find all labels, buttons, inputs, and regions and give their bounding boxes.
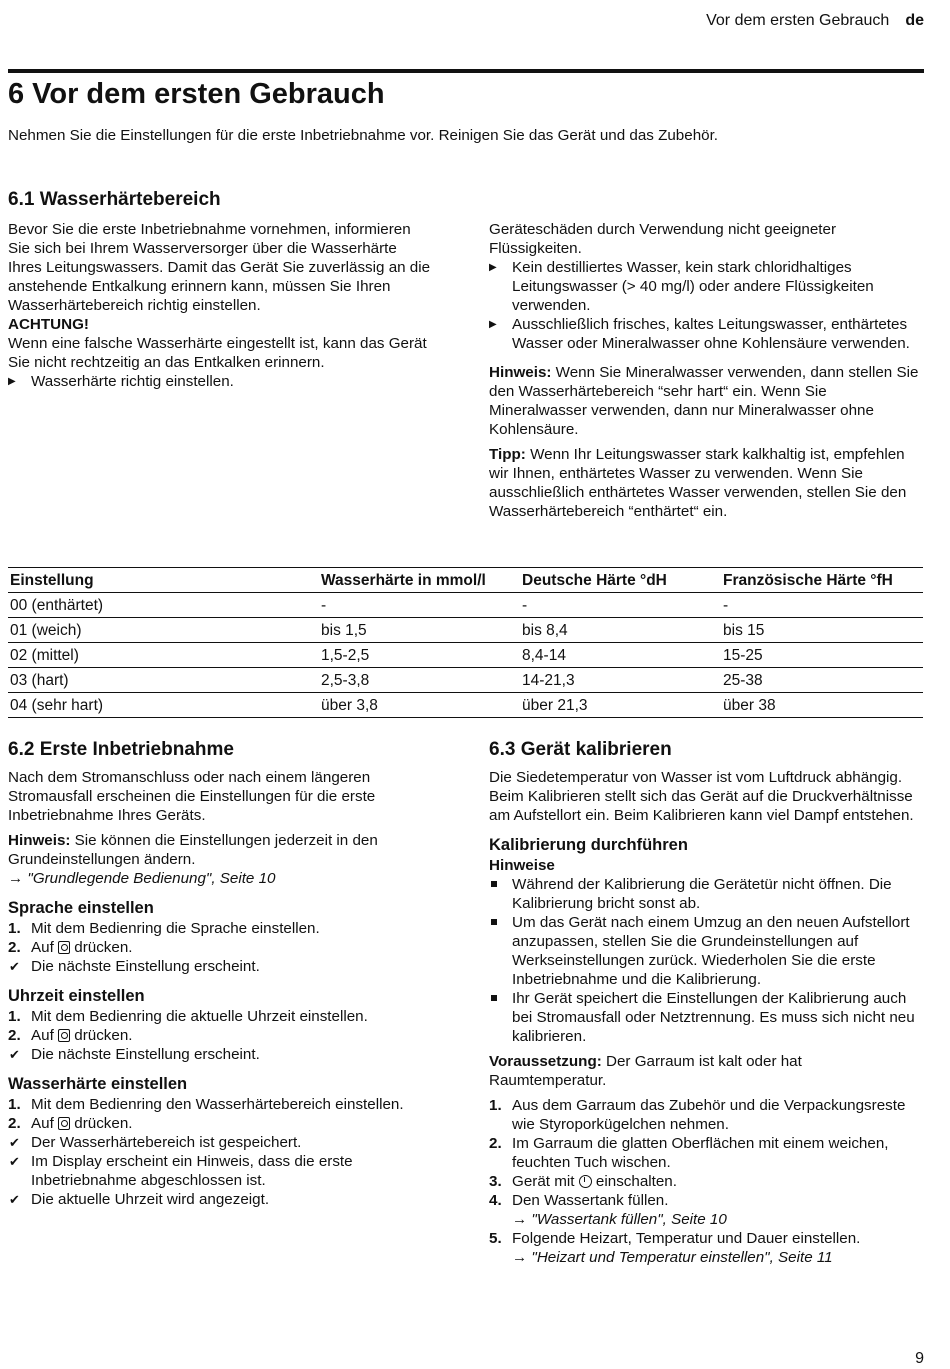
table-cell: über 21,3 [520,693,721,718]
table-header-row [8,568,923,593]
notes-label: Hinweise [489,857,555,874]
list-item: Ihr Gerät speichert die Einstellungen der Kalibrierung auch bei Stromausfall oder Netztrennung. Es muss sich nicht neu kalibrieren. [489,989,921,1046]
section-6-2 [8,738,438,1209]
hint-paragraph: Hinweis: Sie können die Einstellungen jederzeit in den Grundeinstellungen ändern. [8,832,378,868]
arrow-right-icon: → [512,1249,532,1266]
step: 5. Folgende Heizart, Temperatur und Dauer einstellen. [489,1230,861,1247]
triangle-bullet-icon: ▶ [8,376,16,387]
table-cell: über 3,8 [319,693,520,718]
result: ✔ Der Wasserhärtebereich ist gespeichert. [9,1134,302,1151]
table-row [8,693,923,718]
power-icon [579,1175,592,1188]
confirm-button-icon [58,1029,70,1042]
check-icon: ✔ [9,1154,20,1169]
step: 2. Im Garraum die glatten Oberflächen mit einem weichen, feuchten Tuch wischen. [489,1135,889,1171]
table-cell: - [721,593,923,618]
hint-paragraph: Hinweis: Wenn Sie Mineralwasser verwenden, dann stellen Sie den Wasserhärtebereich “sehr hart“ ein. Wenn Sie Mineralwasser verwenden, dann nur Mineralwasser ohne Kohlensäure. [489,364,919,438]
confirm-button-icon [58,1117,70,1130]
header-lang: de [905,12,924,29]
table-row [8,643,923,668]
result: ✔ Die nächste Einstellung erscheint. [9,958,260,975]
check-icon: ✔ [9,1135,20,1150]
cross-reference[interactable]: → "Heizart und Temperatur einstellen", Seite 11 [512,1249,833,1266]
warning-title: ACHTUNG! [8,316,89,333]
result: ✔ Im Display erscheint ein Hinweis, dass die erste Inbetriebnahme abgeschlossen ist. [9,1153,353,1189]
arrow-right-icon: → [512,1211,532,1228]
table-cell: 14-21,3 [520,668,721,693]
table-header: Einstellung [8,568,319,593]
step: 4. Den Wassertank füllen. [489,1192,669,1209]
arrow-right-icon: → [8,870,28,887]
cross-reference[interactable]: → "Grundlegende Bedienung", Seite 10 [8,870,276,887]
table-header: Französische Härte °fH [721,568,923,593]
list-item: Um das Gerät nach einem Umzug an den neuen Aufstellort anzupassen, stellen Sie die Grundeinstellungen auf Werkseinstellungen zurück. Wiederholen Sie die erste Inbetriebnahme und die Kalibrierung. [489,913,921,989]
table-cell: 25-38 [721,668,923,693]
section-6-1-left [8,220,433,391]
section-6-3-title: 6.3 Gerät kalibrieren [489,739,672,760]
sprache-title: Sprache einstellen [8,899,154,917]
s62-paragraph: Nach dem Stromanschluss oder nach einem längeren Stromausfall erscheinen die Einstellungen für die erste Inbetriebnahme Ihres Geräts. [8,769,376,824]
table-row [8,593,923,618]
table-cell: bis 8,4 [520,618,721,643]
square-bullet-icon [491,995,497,1001]
table-cell: 04 (sehr hart) [8,693,319,718]
table-cell: 15-25 [721,643,923,668]
step: 1. Mit dem Bedienring die Sprache einstellen. [8,920,320,937]
s61-paragraph: Bevor Sie die erste Inbetriebnahme vornehmen, informieren Sie sich bei Ihrem Wasserversorger über die Wasserhärte Ihres Leitungswassers. Damit das Gerät Sie zuverlässig an die anstehende Entkalkung erinnern kann, müssen Sie Ihren Wasserhärtebereich richtig einstellen. [8,221,431,314]
section-6-2-title: 6.2 Erste Inbetriebnahme [8,739,234,760]
step: 3. Gerät mit einschalten. [489,1173,677,1190]
table-cell: 01 (weich) [8,618,319,643]
list-item: Während der Kalibrierung die Gerätetür nicht öffnen. Die Kalibrierung bricht sonst ab. [489,875,921,913]
step: 2. Auf drücken. [8,1115,133,1132]
chapter-rule [8,69,924,73]
water-hardness-table [8,567,923,718]
check-icon: ✔ [9,1192,20,1207]
list-item: ▶ Ausschließlich frisches, kaltes Leitungswasser, enthärtetes Wasser oder Mineralwasser ohne Kohlensäure verwenden. [489,316,910,352]
table-cell: 02 (mittel) [8,643,319,668]
section-6-1-title: 6.1 Wasserhärtebereich [8,189,221,210]
check-icon: ✔ [9,1047,20,1062]
section-6-3 [489,738,921,1267]
square-bullet-icon [491,919,497,925]
cross-reference[interactable]: → "Wassertank füllen", Seite 10 [512,1211,727,1228]
step: 2. Auf drücken. [8,939,133,956]
step: 2. Auf drücken. [8,1027,133,1044]
table-cell: - [520,593,721,618]
step: 1. Mit dem Bedienring die aktuelle Uhrzeit einstellen. [8,1008,368,1025]
section-6-1-right [489,220,919,521]
table-header: Deutsche Härte °dH [520,568,721,593]
calibration-subtitle: Kalibrierung durchführen [489,836,688,854]
chapter-intro: Nehmen Sie die Einstellungen für die erste Inbetriebnahme vor. Reinigen Sie das Gerät und das Zubehör. [8,127,719,144]
table-cell: bis 1,5 [319,618,520,643]
list-item: ▶ Kein destilliertes Wasser, kein stark chloridhaltiges Leitungswasser (> 40 mg/l) oder andere Flüssigkeiten verwenden. [489,259,874,314]
s63-paragraph: Die Siedetemperatur von Wasser ist vom Luftdruck abhängig. Beim Kalibrieren stellt sich das Gerät auf die Druckverhältnisse am Aufstellort ein. Beim Kalibrieren kann viel Dampf entstehen. [489,769,914,824]
running-header [706,11,924,30]
table-header: Wasserhärte in mmol/l [319,568,520,593]
precondition: Voraussetzung: Der Garraum ist kalt oder hat Raumtemperatur. [489,1053,802,1089]
triangle-bullet-icon: ▶ [489,319,497,330]
table-cell: über 38 [721,693,923,718]
uhrzeit-title: Uhrzeit einstellen [8,987,145,1005]
table-cell: - [319,593,520,618]
table-row [8,618,923,643]
result: ✔ Die aktuelle Uhrzeit wird angezeigt. [9,1191,270,1208]
tip-paragraph: Tipp: Wenn Ihr Leitungswasser stark kalkhaltig ist, empfehlen wir Ihnen, enthärtetes Wasser zu verwenden. Wenn Sie ausschließlich enthärtetes Wasser verwenden, stellen Sie den Wasserhärtebereich “enthärtet“ ein. [489,446,907,520]
step: 1. Mit dem Bedienring den Wasserhärtebereich einstellen. [8,1096,404,1113]
table-cell: 03 (hart) [8,668,319,693]
warning-action: ▶ Wasserhärte richtig einstellen. [8,373,234,390]
header-title: Vor dem ersten Gebrauch [706,12,890,29]
table-cell: 00 (enthärtet) [8,593,319,618]
check-icon: ✔ [9,959,20,974]
triangle-bullet-icon: ▶ [489,262,497,273]
result: ✔ Die nächste Einstellung erscheint. [9,1046,260,1063]
damage-text: Geräteschäden durch Verwendung nicht geeigneter Flüssigkeiten. [489,221,837,257]
table-cell: 2,5-3,8 [319,668,520,693]
table-row [8,668,923,693]
confirm-button-icon [58,941,70,954]
page-number: 9 [915,1350,924,1367]
warning-text: Wenn eine falsche Wasserhärte eingestellt ist, kann das Gerät Sie nicht rechtzeitig an das Entkalken erinnern. [8,335,427,371]
table-cell: 8,4-14 [520,643,721,668]
wasserhaerte-title: Wasserhärte einstellen [8,1075,188,1093]
chapter-title: 6 Vor dem ersten Gebrauch [8,78,385,110]
table-cell: bis 15 [721,618,923,643]
table-cell: 1,5-2,5 [319,643,520,668]
step: 1. Aus dem Garraum das Zubehör und die Verpackungsreste wie Styroporkügelchen nehmen. [489,1097,906,1133]
square-bullet-icon [491,881,497,887]
